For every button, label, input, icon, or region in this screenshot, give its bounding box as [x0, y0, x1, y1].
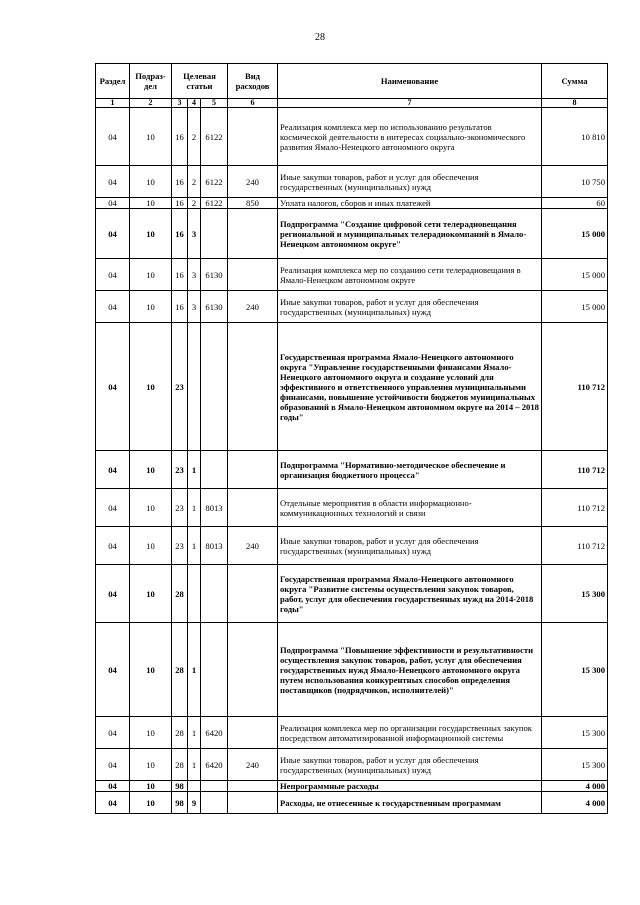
sum-cell: 110 712: [542, 451, 608, 489]
expense-type-cell: [228, 323, 278, 451]
expense-type-cell: [228, 451, 278, 489]
target-code-1-cell: 28: [172, 565, 188, 623]
razdel-cell: 04: [96, 451, 130, 489]
col-number: 6: [228, 99, 278, 108]
target-code-2-cell: 2: [188, 198, 201, 209]
sum-cell: 15 300: [542, 749, 608, 781]
target-code-3-cell: [201, 623, 228, 717]
table-row: [96, 209, 608, 259]
sum-cell: 4 000: [542, 781, 608, 792]
target-code-2-cell: 3: [188, 259, 201, 291]
podrazdel-cell: 10: [130, 717, 172, 749]
podrazdel-cell: 10: [130, 451, 172, 489]
target-code-1-cell: 16: [172, 259, 188, 291]
target-code-1-cell: 23: [172, 489, 188, 527]
table-row: [96, 623, 608, 717]
razdel-cell: 04: [96, 749, 130, 781]
col-number: 5: [201, 99, 228, 108]
table-row: [96, 291, 608, 323]
target-code-3-cell: [201, 792, 228, 814]
target-code-2-cell: 3: [188, 291, 201, 323]
name-cell: Государственная программа Ямало-Ненецкого автономного округа "Развитие системы осуществления закупок товаров, работ, услуг для обеспечения государственных нужд на 2014-2018 годы": [278, 565, 542, 623]
podrazdel-cell: 10: [130, 749, 172, 781]
target-code-1-cell: 28: [172, 717, 188, 749]
table-row: [96, 198, 608, 209]
razdel-cell: 04: [96, 527, 130, 565]
target-code-2-cell: 1: [188, 623, 201, 717]
target-code-3-cell: [201, 323, 228, 451]
name-cell: Подпрограмма "Повышение эффективности и результативности осуществления закупок товаров, работ, услуг для обеспечения государственных нужд Ямало-Ненецкого автономного округа путем использования конкурентных способов определения поставщиков (подрядчиков, исполнителей)": [278, 623, 542, 717]
name-cell: Реализация комплекса мер по организации государственных закупок посредством автоматизированной информационной системы: [278, 717, 542, 749]
razdel-cell: 04: [96, 792, 130, 814]
target-code-2-cell: [188, 565, 201, 623]
target-code-2-cell: 9: [188, 792, 201, 814]
expense-type-cell: [228, 108, 278, 166]
name-cell: Иные закупки товаров, работ и услуг для обеспечения государственных (муниципальных) нужд: [278, 166, 542, 198]
name-cell: Реализация комплекса мер по использованию результатов космической деятельности в интересах социально-экономического развития Ямало-Ненецкого автономного округа: [278, 108, 542, 166]
podrazdel-cell: 10: [130, 166, 172, 198]
podrazdel-cell: 10: [130, 108, 172, 166]
table-row: [96, 451, 608, 489]
header-name: Наименование: [278, 64, 542, 99]
target-code-2-cell: 2: [188, 108, 201, 166]
col-number: 3: [172, 99, 188, 108]
sum-cell: 15 000: [542, 291, 608, 323]
header-row: [96, 64, 608, 99]
target-code-1-cell: 16: [172, 108, 188, 166]
header-sum: Сумма: [542, 64, 608, 99]
target-code-3-cell: [201, 451, 228, 489]
target-code-1-cell: 16: [172, 198, 188, 209]
sum-cell: 15 000: [542, 209, 608, 259]
table-row: [96, 259, 608, 291]
expense-type-cell: 240: [228, 749, 278, 781]
budget-table: [95, 63, 608, 814]
table-row: [96, 792, 608, 814]
name-cell: Иные закупки товаров, работ и услуг для обеспечения государственных (муниципальных) нужд: [278, 291, 542, 323]
target-code-3-cell: [201, 781, 228, 792]
razdel-cell: 04: [96, 209, 130, 259]
target-code-1-cell: 23: [172, 527, 188, 565]
expense-type-cell: [228, 781, 278, 792]
table-row: [96, 565, 608, 623]
target-code-3-cell: 6130: [201, 259, 228, 291]
podrazdel-cell: 10: [130, 489, 172, 527]
page-number: 28: [315, 32, 325, 43]
sum-cell: 60: [542, 198, 608, 209]
target-code-2-cell: 3: [188, 209, 201, 259]
target-code-3-cell: 6122: [201, 166, 228, 198]
expense-type-cell: [228, 209, 278, 259]
target-code-2-cell: 2: [188, 166, 201, 198]
sum-cell: 10 810: [542, 108, 608, 166]
name-cell: Непрограммные расходы: [278, 781, 542, 792]
podrazdel-cell: 10: [130, 323, 172, 451]
target-code-1-cell: 16: [172, 209, 188, 259]
razdel-cell: 04: [96, 108, 130, 166]
sum-cell: 15 300: [542, 565, 608, 623]
header-razdel: Раздел: [96, 64, 130, 99]
razdel-cell: 04: [96, 781, 130, 792]
sum-cell: 110 712: [542, 323, 608, 451]
column-number-row: [96, 99, 608, 108]
name-cell: Подпрограмма "Нормативно-методическое обеспечение и организация бюджетного процесса": [278, 451, 542, 489]
target-code-3-cell: 6420: [201, 717, 228, 749]
table-row: [96, 527, 608, 565]
target-code-2-cell: 1: [188, 527, 201, 565]
table-row: [96, 166, 608, 198]
name-cell: Уплата налогов, сборов и иных платежей: [278, 198, 542, 209]
col-number: 4: [188, 99, 201, 108]
header-podrazdel: Подраз- дел: [130, 64, 172, 99]
podrazdel-cell: 10: [130, 781, 172, 792]
podrazdel-cell: 10: [130, 259, 172, 291]
target-code-3-cell: [201, 565, 228, 623]
target-code-1-cell: 28: [172, 623, 188, 717]
col-number: 8: [542, 99, 608, 108]
expense-type-cell: 850: [228, 198, 278, 209]
target-code-3-cell: 6130: [201, 291, 228, 323]
target-code-3-cell: 8013: [201, 489, 228, 527]
sum-cell: 110 712: [542, 527, 608, 565]
target-code-3-cell: [201, 209, 228, 259]
col-number: 1: [96, 99, 130, 108]
podrazdel-cell: 10: [130, 209, 172, 259]
table-row: [96, 781, 608, 792]
target-code-1-cell: 98: [172, 781, 188, 792]
table-row: [96, 717, 608, 749]
target-code-1-cell: 16: [172, 166, 188, 198]
header-vid: Вид расходов: [228, 64, 278, 99]
name-cell: Отдельные мероприятия в области информационно-коммуникационных технологий и связи: [278, 489, 542, 527]
podrazdel-cell: 10: [130, 527, 172, 565]
sum-cell: 15 300: [542, 717, 608, 749]
podrazdel-cell: 10: [130, 198, 172, 209]
sum-cell: 110 712: [542, 489, 608, 527]
expense-type-cell: 240: [228, 166, 278, 198]
target-code-3-cell: 6122: [201, 198, 228, 209]
razdel-cell: 04: [96, 291, 130, 323]
razdel-cell: 04: [96, 623, 130, 717]
name-cell: Иные закупки товаров, работ и услуг для обеспечения государственных (муниципальных) нужд: [278, 749, 542, 781]
expense-type-cell: [228, 565, 278, 623]
expense-type-cell: [228, 623, 278, 717]
table-row: [96, 489, 608, 527]
razdel-cell: 04: [96, 565, 130, 623]
name-cell: Иные закупки товаров, работ и услуг для обеспечения государственных (муниципальных) нужд: [278, 527, 542, 565]
name-cell: Подпрограмма "Создание цифровой сети телерадиовещания региональной и муниципальных телерадиокомпаний в Ямало-Ненецком автономном округе": [278, 209, 542, 259]
expense-type-cell: [228, 259, 278, 291]
target-code-2-cell: [188, 781, 201, 792]
table-row: [96, 749, 608, 781]
name-cell: Государственная программа Ямало-Ненецкого автономного округа "Управление государственными финансами Ямало-Ненецкого автономного округа и создание условий для эффективного и ответственного управления муниципальными финансами, повышение устойчивости бюджетов муниципальных образований в Ямало-Ненецком автономном округе на 2014 – 2018 годы": [278, 323, 542, 451]
target-code-3-cell: 6420: [201, 749, 228, 781]
expense-type-cell: 240: [228, 291, 278, 323]
target-code-3-cell: 6122: [201, 108, 228, 166]
name-cell: Расходы, не отнесенные к государственным программам: [278, 792, 542, 814]
target-code-2-cell: [188, 323, 201, 451]
razdel-cell: 04: [96, 166, 130, 198]
target-code-1-cell: 23: [172, 451, 188, 489]
razdel-cell: 04: [96, 198, 130, 209]
col-number: 7: [278, 99, 542, 108]
podrazdel-cell: 10: [130, 565, 172, 623]
podrazdel-cell: 10: [130, 291, 172, 323]
table-row: [96, 323, 608, 451]
sum-cell: 15 300: [542, 623, 608, 717]
expense-type-cell: [228, 717, 278, 749]
target-code-3-cell: 8013: [201, 527, 228, 565]
sum-cell: 15 000: [542, 259, 608, 291]
expense-type-cell: [228, 489, 278, 527]
razdel-cell: 04: [96, 259, 130, 291]
col-number: 2: [130, 99, 172, 108]
sum-cell: 4 000: [542, 792, 608, 814]
target-code-2-cell: 1: [188, 749, 201, 781]
target-code-2-cell: 1: [188, 717, 201, 749]
target-code-1-cell: 98: [172, 792, 188, 814]
razdel-cell: 04: [96, 489, 130, 527]
expense-type-cell: 240: [228, 527, 278, 565]
expense-type-cell: [228, 792, 278, 814]
sum-cell: 10 750: [542, 166, 608, 198]
razdel-cell: 04: [96, 323, 130, 451]
podrazdel-cell: 10: [130, 792, 172, 814]
header-celevaya: Целевая статьи: [172, 64, 228, 99]
name-cell: Реализация комплекса мер по созданию сети телерадиовещания в Ямало-Ненецком автономном округе: [278, 259, 542, 291]
target-code-1-cell: 16: [172, 291, 188, 323]
target-code-2-cell: 1: [188, 451, 201, 489]
table-row: [96, 108, 608, 166]
podrazdel-cell: 10: [130, 623, 172, 717]
razdel-cell: 04: [96, 717, 130, 749]
target-code-2-cell: 1: [188, 489, 201, 527]
target-code-1-cell: 23: [172, 323, 188, 451]
target-code-1-cell: 28: [172, 749, 188, 781]
